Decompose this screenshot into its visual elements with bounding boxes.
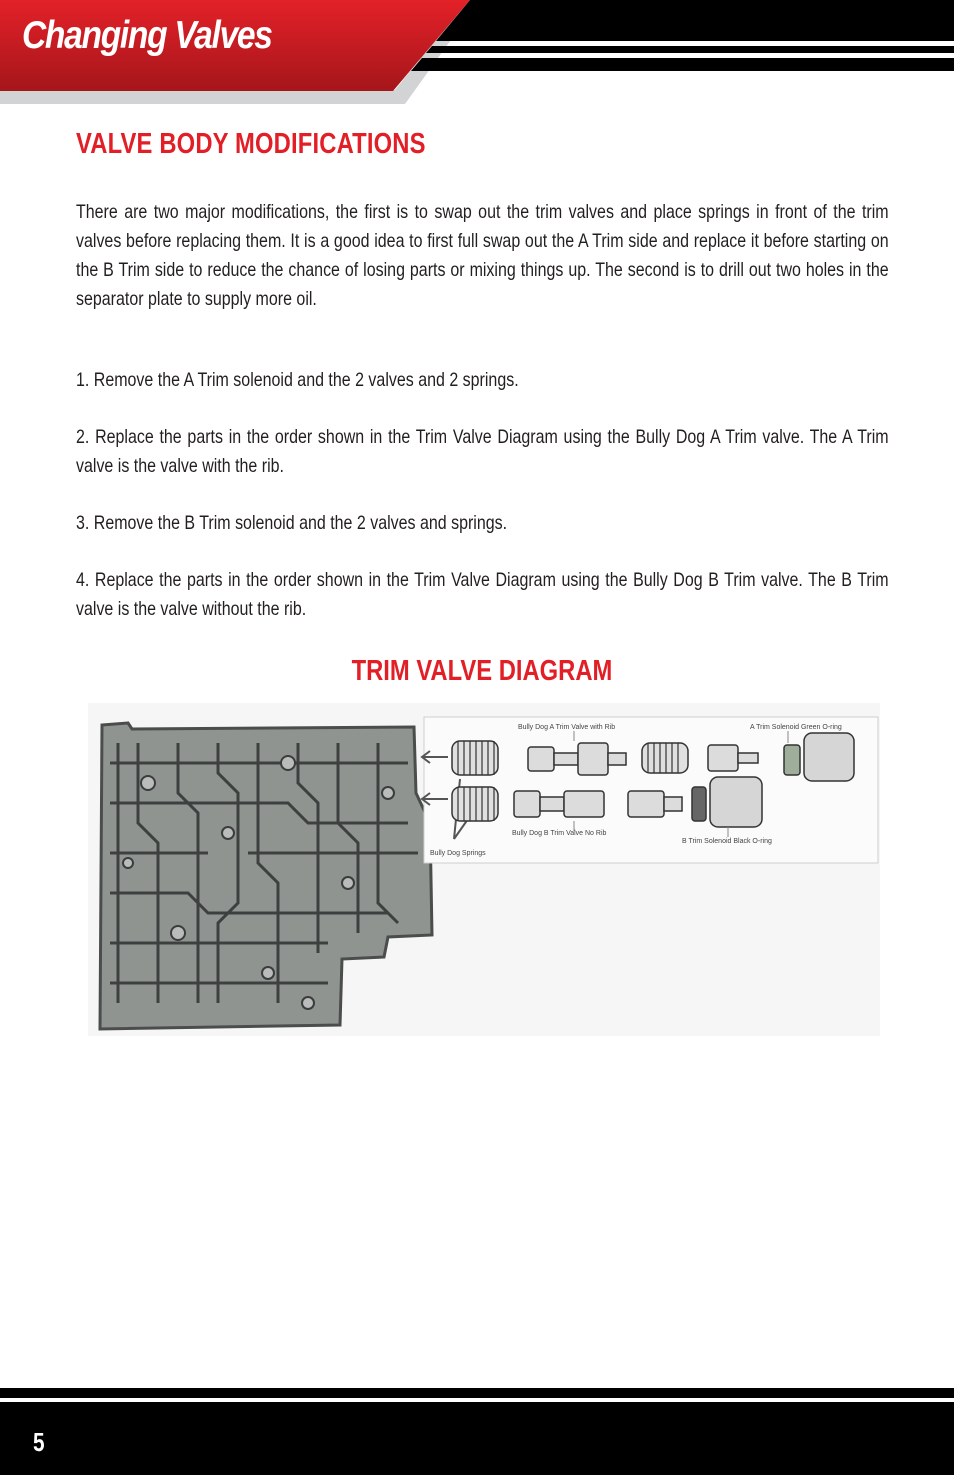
step-item: 3. Remove the B Trim solenoid and the 2 valves and springs. bbox=[76, 512, 508, 534]
section-heading: VALVE BODY MODIFICATIONS bbox=[76, 128, 426, 160]
page-title: Changing Valves bbox=[22, 14, 272, 57]
page-number: 5 bbox=[33, 1427, 45, 1457]
step-item: 4. Replace the parts in the order shown in the Trim Valve Diagram using the Bully Dog B Trim valve. The B Trim valve is the valve without the rib. bbox=[76, 569, 889, 620]
step-item: 1. Remove the A Trim solenoid and the 2 valves and 2 springs. bbox=[76, 369, 519, 391]
content-area bbox=[76, 128, 889, 620]
page-footer bbox=[0, 1385, 954, 1475]
valve-body-illustration bbox=[88, 703, 880, 1036]
label-b-trim-oring: B Trim Solenoid Black O-ring bbox=[682, 838, 772, 845]
footer-bar bbox=[0, 1402, 954, 1475]
step-item: 2. Replace the parts in the order shown in the Trim Valve Diagram using the Bully Dog A Trim valve. The A Trim valve is the valve with the rib. bbox=[76, 426, 889, 477]
page-header bbox=[0, 0, 954, 104]
label-springs: Bully Dog Springs bbox=[430, 850, 486, 857]
label-a-trim-valve: Bully Dog A Trim Valve with Rib bbox=[518, 724, 616, 731]
steps-list bbox=[76, 366, 889, 624]
footer-rule bbox=[0, 1388, 954, 1398]
label-b-trim-valve: Bully Dog B Trim Valve No Rib bbox=[512, 830, 607, 837]
label-a-trim-oring: A Trim Solenoid Green O-ring bbox=[750, 724, 842, 731]
trim-valve-diagram bbox=[88, 703, 880, 1036]
diagram-heading: TRIM VALVE DIAGRAM bbox=[351, 655, 613, 687]
intro-paragraph: There are two major modifications, the first is to swap out the trim valves and place springs in front of the trim valves before replacing them. It is a good idea to first full swap out the A Trim side and replace it before starting on the B Trim side to reduce the chance of losing parts or mixing things up. The second is to drill out two holes in the separator plate to supply more oil. bbox=[76, 201, 889, 310]
